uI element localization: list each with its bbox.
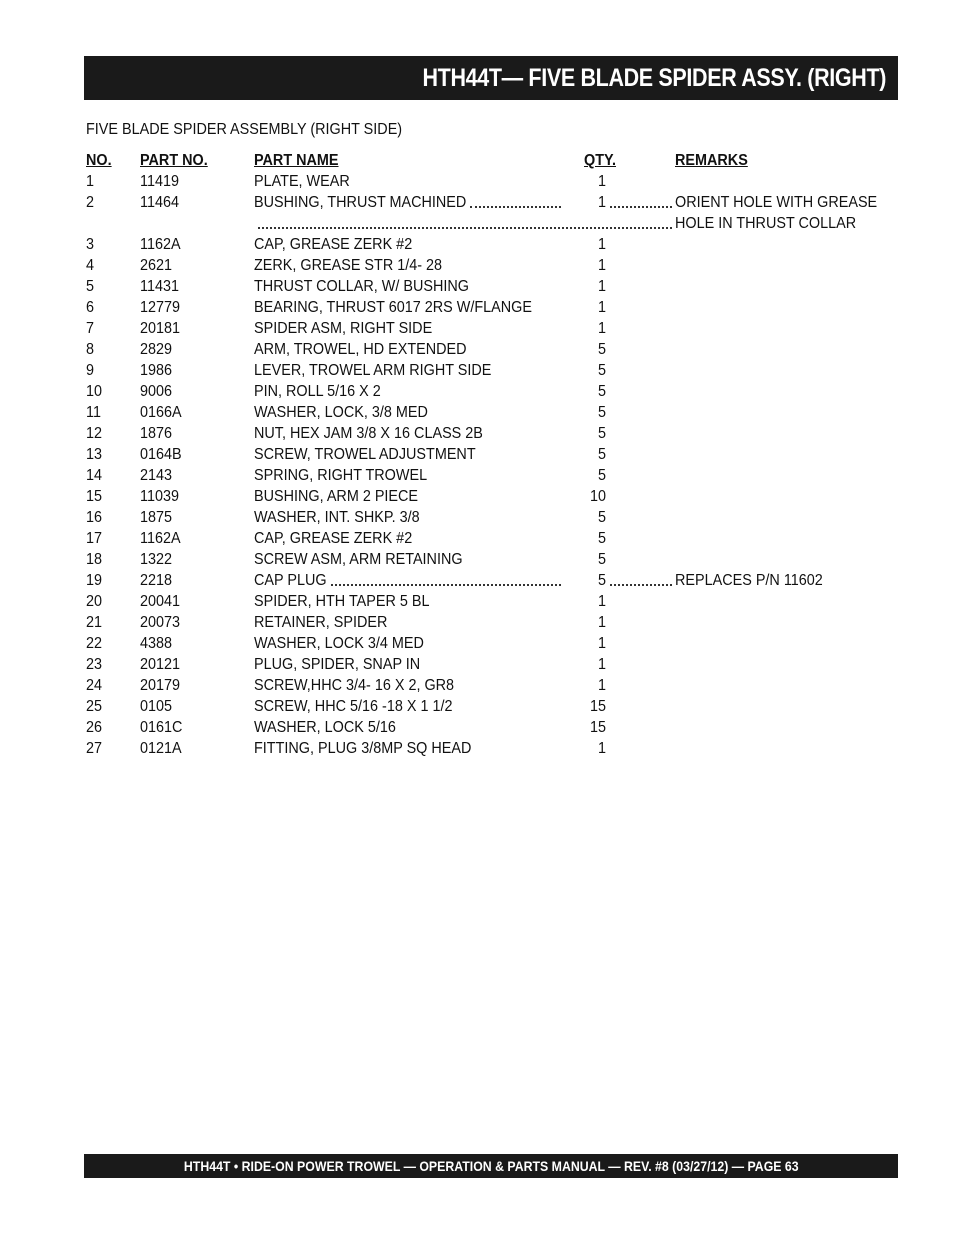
cell-part-no: 20041 bbox=[140, 593, 181, 610]
cell-qty: 5 bbox=[597, 404, 606, 421]
table-row bbox=[0, 696, 954, 717]
dot-leader bbox=[331, 584, 561, 586]
parts-rows bbox=[0, 171, 954, 759]
cell-qty: 1 bbox=[597, 257, 606, 274]
cell-no: 2 bbox=[86, 194, 95, 211]
cell-part-no: 2621 bbox=[140, 257, 173, 274]
table-row bbox=[0, 276, 954, 297]
column-header-part-no: PART NO. bbox=[140, 152, 208, 169]
cell-qty: 5 bbox=[597, 446, 606, 463]
cell-part-name: BUSHING, THRUST MACHINED bbox=[254, 194, 467, 211]
table-row bbox=[0, 612, 954, 633]
cell-part-name: CAP PLUG bbox=[254, 572, 327, 589]
cell-remarks: ORIENT HOLE WITH GREASE bbox=[675, 194, 878, 211]
dot-leader bbox=[610, 584, 672, 586]
table-row bbox=[0, 444, 954, 465]
dot-leader bbox=[470, 206, 560, 208]
cell-qty: 15 bbox=[589, 719, 606, 736]
cell-no: 4 bbox=[86, 257, 95, 274]
cell-qty: 10 bbox=[589, 488, 606, 505]
cell-part-no: 12779 bbox=[140, 299, 181, 316]
table-row bbox=[0, 339, 954, 360]
cell-part-no: 0105 bbox=[140, 698, 173, 715]
cell-part-name: WASHER, LOCK, 3/8 MED bbox=[254, 404, 428, 421]
cell-qty: 1 bbox=[597, 320, 606, 337]
cell-qty: 5 bbox=[597, 551, 606, 568]
cell-no: 26 bbox=[86, 719, 103, 736]
table-row bbox=[0, 297, 954, 318]
table-row bbox=[0, 381, 954, 402]
cell-part-name: BUSHING, ARM 2 PIECE bbox=[254, 488, 419, 505]
cell-no: 11 bbox=[86, 404, 101, 421]
cell-no: 13 bbox=[86, 446, 103, 463]
cell-no: 15 bbox=[86, 488, 103, 505]
cell-part-no: 2829 bbox=[140, 341, 173, 358]
cell-part-name: RETAINER, SPIDER bbox=[254, 614, 388, 631]
cell-qty: 5 bbox=[597, 383, 606, 400]
cell-part-no: 11039 bbox=[140, 488, 179, 505]
cell-no: 7 bbox=[86, 320, 95, 337]
column-header-remarks: REMARKS bbox=[675, 152, 748, 169]
cell-no: 8 bbox=[86, 341, 95, 358]
cell-part-name: WASHER, LOCK 5/16 bbox=[254, 719, 396, 736]
cell-no: 9 bbox=[86, 362, 95, 379]
cell-part-name: SPIDER ASM, RIGHT SIDE bbox=[254, 320, 433, 337]
cell-part-name: SCREW, TROWEL ADJUSTMENT bbox=[254, 446, 476, 463]
cell-qty: 1 bbox=[597, 278, 606, 295]
table-row bbox=[0, 717, 954, 738]
cell-part-name: SPIDER, HTH TAPER 5 BL bbox=[254, 593, 430, 610]
cell-no: 24 bbox=[86, 677, 103, 694]
table-row bbox=[0, 591, 954, 612]
cell-part-name: SCREW, HHC 5/16 -18 X 1 1/2 bbox=[254, 698, 453, 715]
page-title: HTH44T— FIVE BLADE SPIDER ASSY. (RIGHT) bbox=[422, 63, 886, 92]
page-footer-bar bbox=[84, 1154, 898, 1178]
cell-remarks: REPLACES P/N 11602 bbox=[675, 572, 823, 589]
table-row bbox=[0, 360, 954, 381]
cell-no: 23 bbox=[86, 656, 103, 673]
cell-no: 22 bbox=[86, 635, 103, 652]
cell-no: 3 bbox=[86, 236, 95, 253]
cell-part-no: 1876 bbox=[140, 425, 173, 442]
cell-part-no: 2143 bbox=[140, 467, 173, 484]
cell-qty: 1 bbox=[597, 194, 606, 211]
table-row bbox=[0, 633, 954, 654]
cell-qty: 5 bbox=[597, 467, 606, 484]
cell-qty: 1 bbox=[597, 236, 606, 253]
cell-no: 6 bbox=[86, 299, 95, 316]
cell-part-no: 2218 bbox=[140, 572, 173, 589]
cell-part-name: SCREW ASM, ARM RETAINING bbox=[254, 551, 463, 568]
dot-leader bbox=[610, 206, 672, 208]
cell-part-name: FITTING, PLUG 3/8MP SQ HEAD bbox=[254, 740, 472, 757]
cell-no: 10 bbox=[86, 383, 103, 400]
cell-no: 20 bbox=[86, 593, 103, 610]
cell-part-no: 20121 bbox=[140, 656, 181, 673]
cell-part-name: WASHER, INT. SHKP. 3/8 bbox=[254, 509, 420, 526]
table-row bbox=[0, 318, 954, 339]
page-title-bar bbox=[84, 56, 898, 100]
cell-qty: 1 bbox=[597, 677, 606, 694]
cell-part-no: 1322 bbox=[140, 551, 173, 568]
table-row bbox=[0, 402, 954, 423]
cell-no: 25 bbox=[86, 698, 103, 715]
cell-part-no: 1986 bbox=[140, 362, 173, 379]
cell-qty: 1 bbox=[597, 299, 606, 316]
cell-qty: 5 bbox=[597, 362, 606, 379]
cell-qty: 1 bbox=[597, 656, 606, 673]
cell-qty: 5 bbox=[597, 509, 606, 526]
cell-qty: 1 bbox=[597, 173, 606, 190]
cell-part-name: LEVER, TROWEL ARM RIGHT SIDE bbox=[254, 362, 492, 379]
cell-part-no: 0161C bbox=[140, 719, 183, 736]
table-row bbox=[0, 675, 954, 696]
cell-part-name: SPRING, RIGHT TROWEL bbox=[254, 467, 428, 484]
column-header-no: NO. bbox=[86, 152, 112, 169]
cell-part-no: 0121A bbox=[140, 740, 182, 757]
cell-part-name: ARM, TROWEL, HD EXTENDED bbox=[254, 341, 467, 358]
cell-part-name: SCREW,HHC 3/4- 16 X 2, GR8 bbox=[254, 677, 455, 694]
cell-part-name: PLATE, WEAR bbox=[254, 173, 350, 190]
page-footer: HTH44T • RIDE-ON POWER TROWEL — OPERATION & PARTS MANUAL — REV. #8 (03/27/12) — PAGE 63 bbox=[183, 1158, 799, 1174]
cell-part-no: 0164B bbox=[140, 446, 182, 463]
cell-no: 18 bbox=[86, 551, 103, 568]
cell-part-no: 0166A bbox=[140, 404, 182, 421]
cell-qty: 1 bbox=[597, 593, 606, 610]
cell-no: 16 bbox=[86, 509, 103, 526]
table-row bbox=[0, 255, 954, 276]
dot-leader bbox=[258, 227, 672, 229]
cell-qty: 1 bbox=[597, 740, 606, 757]
cell-part-name: PLUG, SPIDER, SNAP IN bbox=[254, 656, 421, 673]
cell-part-no: 20179 bbox=[140, 677, 181, 694]
table-row bbox=[0, 528, 954, 549]
cell-part-no: 1162A bbox=[140, 530, 181, 547]
cell-part-no: 1162A bbox=[140, 236, 181, 253]
cell-no: 17 bbox=[86, 530, 103, 547]
cell-part-no: 4388 bbox=[140, 635, 173, 652]
cell-no: 5 bbox=[86, 278, 95, 295]
cell-part-name: THRUST COLLAR, W/ BUSHING bbox=[254, 278, 469, 295]
cell-no: 21 bbox=[86, 614, 103, 631]
cell-no: 14 bbox=[86, 467, 103, 484]
cell-part-name: CAP, GREASE ZERK #2 bbox=[254, 236, 413, 253]
cell-part-no: 20181 bbox=[140, 320, 181, 337]
cell-part-name: WASHER, LOCK 3/4 MED bbox=[254, 635, 424, 652]
column-header-qty: QTY. bbox=[584, 152, 617, 169]
table-row bbox=[0, 549, 954, 570]
cell-part-no: 11419 bbox=[140, 173, 179, 190]
table-row bbox=[0, 486, 954, 507]
cell-part-no: 11464 bbox=[140, 194, 179, 211]
table-row bbox=[0, 234, 954, 255]
assembly-subtitle: FIVE BLADE SPIDER ASSEMBLY (RIGHT SIDE) bbox=[86, 121, 403, 138]
cell-part-name: PIN, ROLL 5/16 X 2 bbox=[254, 383, 381, 400]
cell-part-no: 11431 bbox=[140, 278, 179, 295]
parts-list bbox=[0, 150, 954, 759]
cell-qty: 5 bbox=[597, 425, 606, 442]
table-row bbox=[0, 192, 954, 213]
cell-part-name: CAP, GREASE ZERK #2 bbox=[254, 530, 413, 547]
table-row bbox=[0, 570, 954, 591]
cell-part-name: ZERK, GREASE STR 1/4- 28 bbox=[254, 257, 443, 274]
cell-part-no: 9006 bbox=[140, 383, 173, 400]
parts-list-header bbox=[0, 150, 954, 171]
cell-part-name: BEARING, THRUST 6017 2RS W/FLANGE bbox=[254, 299, 532, 316]
table-row bbox=[0, 213, 954, 234]
cell-qty: 1 bbox=[597, 614, 606, 631]
cell-part-name: NUT, HEX JAM 3/8 X 16 CLASS 2B bbox=[254, 425, 483, 442]
cell-remarks: HOLE IN THRUST COLLAR bbox=[675, 215, 857, 232]
cell-part-no: 20073 bbox=[140, 614, 181, 631]
cell-qty: 5 bbox=[597, 572, 606, 589]
cell-no: 19 bbox=[86, 572, 103, 589]
cell-no: 1 bbox=[86, 173, 95, 190]
cell-no: 12 bbox=[86, 425, 103, 442]
table-row bbox=[0, 423, 954, 444]
cell-qty: 5 bbox=[597, 341, 606, 358]
cell-no: 27 bbox=[86, 740, 103, 757]
cell-qty: 15 bbox=[589, 698, 606, 715]
table-row bbox=[0, 171, 954, 192]
cell-qty: 5 bbox=[597, 530, 606, 547]
cell-qty: 1 bbox=[597, 635, 606, 652]
table-row bbox=[0, 465, 954, 486]
table-row bbox=[0, 507, 954, 528]
table-row bbox=[0, 738, 954, 759]
cell-part-no: 1875 bbox=[140, 509, 173, 526]
table-row bbox=[0, 654, 954, 675]
column-header-part-name: PART NAME bbox=[254, 152, 339, 169]
